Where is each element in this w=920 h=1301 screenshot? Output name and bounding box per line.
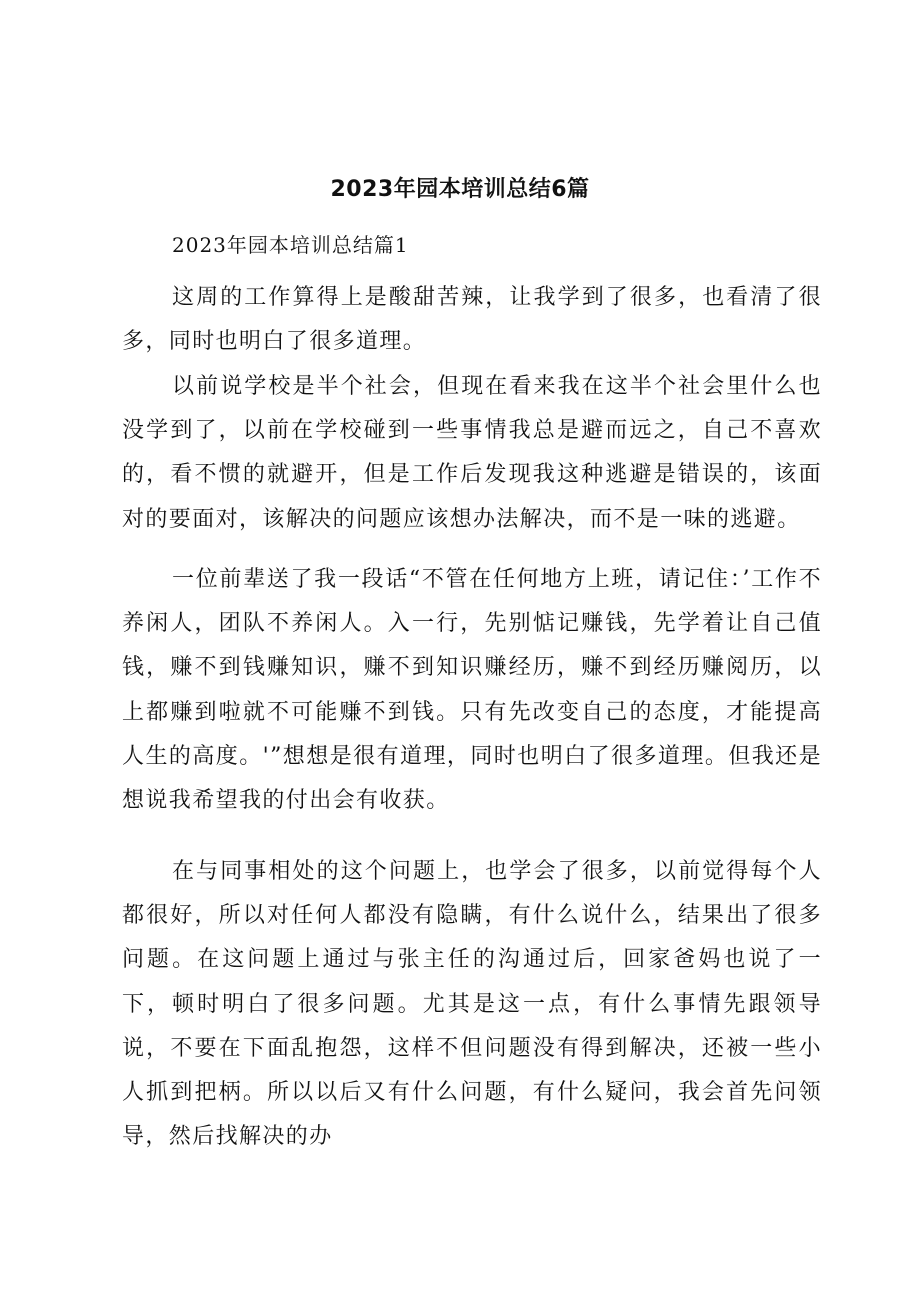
section-heading: 2023年园本培训总结篇1 — [172, 233, 409, 257]
document-title: 2023年园本培训总结6篇 — [330, 177, 590, 202]
paragraph-3: 一位前辈送了我一段话“不管在任何地方上班，请记住：’工作不养闲人，团队不养闲人。入一行，先别惦记赚钱，先学着让自己值钱，赚不到钱赚知识，赚不到知识赚经历，赚不到经历赚阅历，以上都赚到啦就不可能赚不到钱。只有先改变自己的态度，才能提高人生的高度。'”想想是很有道理，同时也明白了很多道理。但我还是想说我希望我的付出会有收获。 — [122, 567, 822, 814]
paragraph-4: 在与同事相处的这个问题上，也学会了很多，以前觉得每个人都很好，所以对任何人都没有隐瞒，有什么说什么，结果出了很多问题。在这问题上通过与张主任的沟通过后，回家爸妈也说了一下，顿时明白了很多问题。尤其是这一点，有什么事情先跟领导说，不要在下面乱抱怨，这样不但问题没有得到解决，还被一些小人抓到把柄。所以以后又有什么问题，有什么疑问，我会首先问领导，然后找解决的办 — [122, 859, 822, 1150]
paragraph-1: 这周的工作算得上是酸甜苦辣，让我学到了很多，也看清了很多，同时也明白了很多道理。 — [122, 285, 822, 355]
paragraph-2: 以前说学校是半个社会，但现在看来我在这半个社会里什么也没学到了，以前在学校碰到一些事情我总是避而远之，自己不喜欢的，看不惯的就避开，但是工作后发现我这种逃避是错误的，该面对的要面对，该解决的问题应该想办法解决，而不是一味的逃避。 — [122, 374, 822, 532]
